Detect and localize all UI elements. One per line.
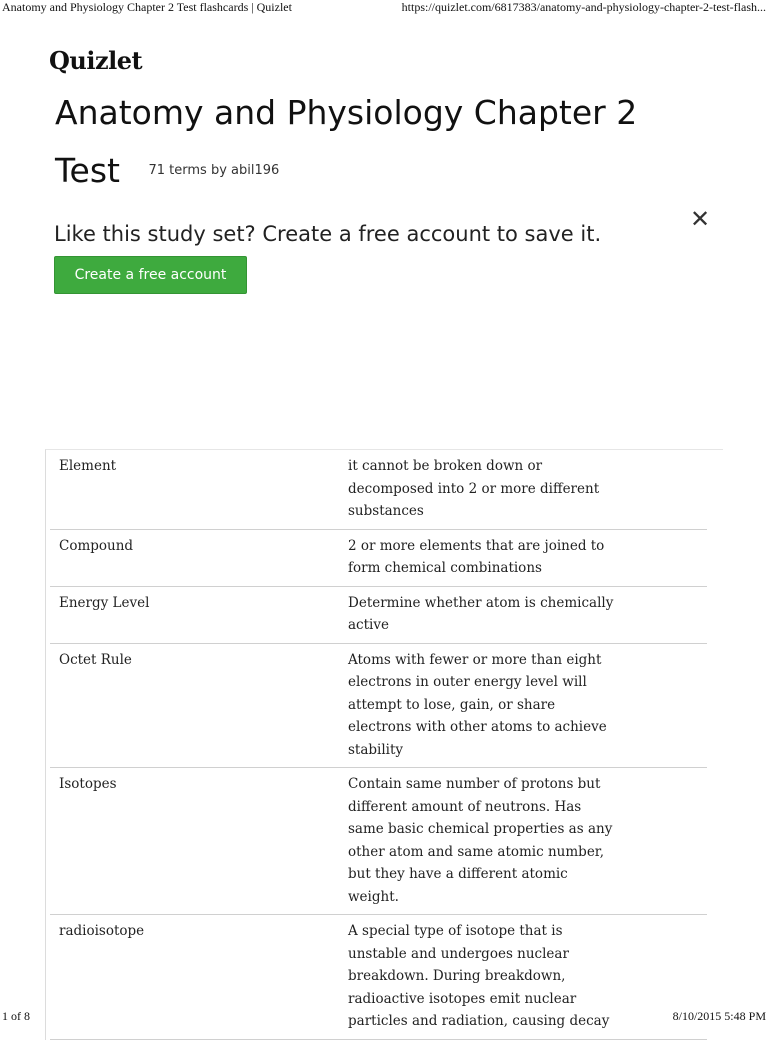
print-datetime: 8/10/2015 5:48 PM (672, 1009, 766, 1023)
print-header (0, 0, 768, 15)
terms-list (45, 449, 723, 1040)
term-row (50, 587, 707, 644)
set-meta[interactable]: 71 terms by abil196 (148, 163, 280, 178)
term-word: Compound (59, 537, 134, 554)
term-definition: Contain same number of protons but different amount of neutrons. Has same basic chemical properties as any other atom and same atomic number, but they have a different atomic weight. (348, 776, 613, 905)
term-word: Octet Rule (59, 651, 132, 668)
term-definition: A special type of isotope that is unstable and undergoes nuclear breakdown. During breakdown, radioactive isotopes emit nuclear particles and radiation, causing decay (348, 923, 610, 1029)
create-account-button[interactable]: Create a free account (54, 256, 247, 294)
term-definition: 2 or more elements that are joined to form chemical combinations (348, 537, 605, 576)
term-word: radioisotope (59, 923, 145, 939)
print-footer (0, 1009, 768, 1024)
term-word: Energy Level (59, 594, 150, 611)
set-title: Anatomy and Physiology Chapter 2 Test (55, 93, 638, 190)
term-word: Element (59, 458, 117, 474)
term-row (50, 530, 707, 587)
term-definition: Atoms with fewer or more than eight electrons in outer energy level will attempt to lose, gain, or share electrons with other atoms to achieve stability (348, 651, 607, 758)
term-row (50, 450, 707, 530)
page-number: 1 of 8 (2, 1009, 30, 1023)
print-url: https://quizlet.com/6817383/anatomy-and-physiology-chapter-2-test-flash... (401, 0, 766, 14)
term-word: Isotopes (59, 776, 117, 792)
term-row (50, 768, 707, 915)
promo-text: Like this study set? Create a free account to save it. (54, 222, 602, 246)
print-page-title: Anatomy and Physiology Chapter 2 Test flashcards | Quizlet (2, 0, 292, 14)
term-row (50, 644, 707, 769)
term-definition: it cannot be broken down or decomposed into 2 or more different substances (348, 458, 600, 519)
close-icon[interactable]: ✕ (690, 205, 711, 233)
term-definition: Determine whether atom is chemically active (348, 594, 614, 633)
quizlet-logo[interactable]: Quizlet (49, 46, 143, 75)
set-title-block (55, 84, 695, 200)
